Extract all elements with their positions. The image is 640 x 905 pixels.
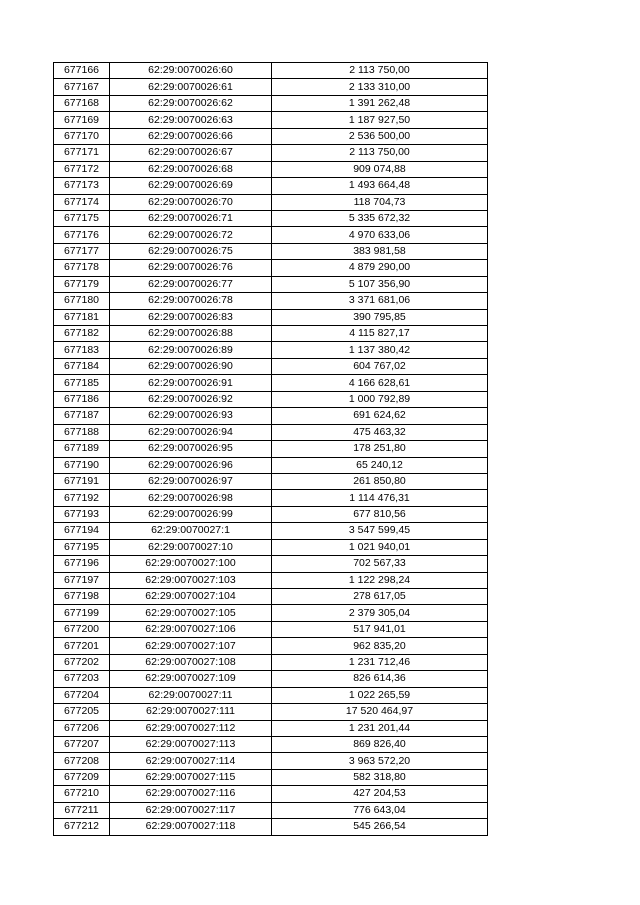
cadastral-value-cell: 1 231 201,44 <box>272 720 488 736</box>
cadastral-value-cell: 390 795,85 <box>272 309 488 325</box>
cadastral-number-cell: 62:29:0070027:100 <box>110 556 272 572</box>
cadastral-value-cell: 3 371 681,06 <box>272 293 488 309</box>
row-number-cell: 677180 <box>54 293 110 309</box>
cadastral-number-cell: 62:29:0070027:115 <box>110 769 272 785</box>
table-row <box>54 408 488 424</box>
cadastral-value-cell: 4 970 633,06 <box>272 227 488 243</box>
cadastral-value-cell: 383 981,58 <box>272 243 488 259</box>
row-number-cell: 677201 <box>54 638 110 654</box>
row-number-cell: 677173 <box>54 178 110 194</box>
cadastral-value-cell: 545 266,54 <box>272 819 488 835</box>
row-number-cell: 677186 <box>54 391 110 407</box>
cadastral-value-cell: 582 318,80 <box>272 769 488 785</box>
table-row <box>54 161 488 177</box>
cadastral-value-cell: 909 074,88 <box>272 161 488 177</box>
cadastral-value-cell: 1 114 476,31 <box>272 490 488 506</box>
cadastral-number-cell: 62:29:0070027:114 <box>110 753 272 769</box>
table-row <box>54 473 488 489</box>
table-row <box>54 342 488 358</box>
table-row <box>54 79 488 95</box>
row-number-cell: 677187 <box>54 408 110 424</box>
cadastral-number-cell: 62:29:0070027:117 <box>110 802 272 818</box>
cadastral-value-cell: 691 624,62 <box>272 408 488 424</box>
table-row <box>54 720 488 736</box>
table-row <box>54 309 488 325</box>
cadastral-number-cell: 62:29:0070026:63 <box>110 112 272 128</box>
cadastral-number-cell: 62:29:0070027:109 <box>110 671 272 687</box>
cadastral-value-cell: 1 187 927,50 <box>272 112 488 128</box>
row-number-cell: 677182 <box>54 326 110 342</box>
cadastral-number-cell: 62:29:0070026:94 <box>110 424 272 440</box>
row-number-cell: 677208 <box>54 753 110 769</box>
cadastral-number-cell: 62:29:0070027:116 <box>110 786 272 802</box>
row-number-cell: 677189 <box>54 441 110 457</box>
table-row <box>54 819 488 835</box>
cadastral-number-cell: 62:29:0070026:70 <box>110 194 272 210</box>
table-row <box>54 227 488 243</box>
table-row <box>54 769 488 785</box>
cadastral-value-cell: 17 520 464,97 <box>272 704 488 720</box>
row-number-cell: 677167 <box>54 79 110 95</box>
row-number-cell: 677191 <box>54 473 110 489</box>
cadastral-value-cell: 2 133 310,00 <box>272 79 488 95</box>
table-row <box>54 194 488 210</box>
cadastral-value-cell: 5 335 672,32 <box>272 210 488 226</box>
cadastral-number-cell: 62:29:0070026:66 <box>110 128 272 144</box>
row-number-cell: 677175 <box>54 210 110 226</box>
cadastral-number-cell: 62:29:0070027:106 <box>110 621 272 637</box>
cadastral-value-cell: 4 166 628,61 <box>272 375 488 391</box>
cadastral-number-cell: 62:29:0070027:10 <box>110 539 272 555</box>
row-number-cell: 677212 <box>54 819 110 835</box>
cadastral-number-cell: 62:29:0070026:76 <box>110 260 272 276</box>
table-row <box>54 753 488 769</box>
cadastral-value-cell: 427 204,53 <box>272 786 488 802</box>
row-number-cell: 677194 <box>54 523 110 539</box>
row-number-cell: 677204 <box>54 687 110 703</box>
cadastral-value-cell: 118 704,73 <box>272 194 488 210</box>
cadastral-value-cell: 1 231 712,46 <box>272 654 488 670</box>
table-row <box>54 786 488 802</box>
cadastral-value-cell: 1 022 265,59 <box>272 687 488 703</box>
cadastral-value-cell: 1 137 380,42 <box>272 342 488 358</box>
row-number-cell: 677196 <box>54 556 110 572</box>
table-body <box>54 63 488 836</box>
table-row <box>54 556 488 572</box>
cadastral-number-cell: 62:29:0070026:77 <box>110 276 272 292</box>
table-row <box>54 589 488 605</box>
table-row <box>54 638 488 654</box>
table-row <box>54 260 488 276</box>
row-number-cell: 677193 <box>54 506 110 522</box>
row-number-cell: 677190 <box>54 457 110 473</box>
cadastral-number-cell: 62:29:0070026:89 <box>110 342 272 358</box>
cadastral-number-cell: 62:29:0070027:11 <box>110 687 272 703</box>
table-row <box>54 375 488 391</box>
row-number-cell: 677169 <box>54 112 110 128</box>
row-number-cell: 677211 <box>54 802 110 818</box>
cadastral-number-cell: 62:29:0070026:75 <box>110 243 272 259</box>
table-row <box>54 178 488 194</box>
cadastral-number-cell: 62:29:0070026:97 <box>110 473 272 489</box>
table-row <box>54 621 488 637</box>
row-number-cell: 677199 <box>54 605 110 621</box>
row-number-cell: 677183 <box>54 342 110 358</box>
cadastral-value-cell: 1 021 940,01 <box>272 539 488 555</box>
cadastral-value-cell: 1 493 664,48 <box>272 178 488 194</box>
cadastral-number-cell: 62:29:0070027:108 <box>110 654 272 670</box>
table-row <box>54 704 488 720</box>
cadastral-value-cell: 604 767,02 <box>272 358 488 374</box>
cadastral-value-cell: 2 379 305,04 <box>272 605 488 621</box>
table-row <box>54 293 488 309</box>
cadastral-number-cell: 62:29:0070026:67 <box>110 145 272 161</box>
row-number-cell: 677179 <box>54 276 110 292</box>
table-row <box>54 112 488 128</box>
row-number-cell: 677178 <box>54 260 110 276</box>
row-number-cell: 677200 <box>54 621 110 637</box>
cadastral-number-cell: 62:29:0070026:60 <box>110 63 272 79</box>
cadastral-value-cell: 4 115 827,17 <box>272 326 488 342</box>
cadastral-value-cell: 65 240,12 <box>272 457 488 473</box>
row-number-cell: 677176 <box>54 227 110 243</box>
cadastral-number-cell: 62:29:0070026:95 <box>110 441 272 457</box>
cadastral-number-cell: 62:29:0070026:71 <box>110 210 272 226</box>
table-row <box>54 736 488 752</box>
row-number-cell: 677185 <box>54 375 110 391</box>
row-number-cell: 677170 <box>54 128 110 144</box>
row-number-cell: 677171 <box>54 145 110 161</box>
cadastral-value-cell: 869 826,40 <box>272 736 488 752</box>
cadastral-number-cell: 62:29:0070026:90 <box>110 358 272 374</box>
table-row <box>54 654 488 670</box>
cadastral-number-cell: 62:29:0070026:92 <box>110 391 272 407</box>
cadastral-number-cell: 62:29:0070026:99 <box>110 506 272 522</box>
cadastral-number-cell: 62:29:0070027:104 <box>110 589 272 605</box>
cadastral-value-table <box>53 62 488 836</box>
row-number-cell: 677166 <box>54 63 110 79</box>
table-row <box>54 326 488 342</box>
cadastral-value-cell: 1 000 792,89 <box>272 391 488 407</box>
table-row <box>54 63 488 79</box>
cadastral-value-cell: 677 810,56 <box>272 506 488 522</box>
cadastral-number-cell: 62:29:0070027:103 <box>110 572 272 588</box>
row-number-cell: 677206 <box>54 720 110 736</box>
table-row <box>54 145 488 161</box>
cadastral-number-cell: 62:29:0070026:83 <box>110 309 272 325</box>
table-row <box>54 687 488 703</box>
cadastral-number-cell: 62:29:0070026:93 <box>110 408 272 424</box>
table-row <box>54 506 488 522</box>
cadastral-number-cell: 62:29:0070026:62 <box>110 95 272 111</box>
cadastral-number-cell: 62:29:0070026:69 <box>110 178 272 194</box>
cadastral-value-cell: 2 536 500,00 <box>272 128 488 144</box>
row-number-cell: 677177 <box>54 243 110 259</box>
cadastral-value-cell: 2 113 750,00 <box>272 63 488 79</box>
table-row <box>54 95 488 111</box>
table-row <box>54 128 488 144</box>
cadastral-number-cell: 62:29:0070027:1 <box>110 523 272 539</box>
cadastral-value-cell: 702 567,33 <box>272 556 488 572</box>
cadastral-number-cell: 62:29:0070027:105 <box>110 605 272 621</box>
cadastral-value-cell: 776 643,04 <box>272 802 488 818</box>
row-number-cell: 677198 <box>54 589 110 605</box>
table-row <box>54 391 488 407</box>
row-number-cell: 677168 <box>54 95 110 111</box>
cadastral-value-cell: 1 122 298,24 <box>272 572 488 588</box>
table-row <box>54 523 488 539</box>
cadastral-value-cell: 3 547 599,45 <box>272 523 488 539</box>
table-row <box>54 605 488 621</box>
cadastral-value-cell: 2 113 750,00 <box>272 145 488 161</box>
cadastral-number-cell: 62:29:0070027:111 <box>110 704 272 720</box>
cadastral-number-cell: 62:29:0070027:113 <box>110 736 272 752</box>
row-number-cell: 677207 <box>54 736 110 752</box>
row-number-cell: 677192 <box>54 490 110 506</box>
table-row <box>54 457 488 473</box>
cadastral-value-cell: 261 850,80 <box>272 473 488 489</box>
row-number-cell: 677188 <box>54 424 110 440</box>
table-row <box>54 539 488 555</box>
table-row <box>54 572 488 588</box>
table-row <box>54 671 488 687</box>
cadastral-value-cell: 475 463,32 <box>272 424 488 440</box>
cadastral-number-cell: 62:29:0070026:96 <box>110 457 272 473</box>
cadastral-value-cell: 826 614,36 <box>272 671 488 687</box>
cadastral-value-cell: 4 879 290,00 <box>272 260 488 276</box>
table-row <box>54 802 488 818</box>
cadastral-value-cell: 1 391 262,48 <box>272 95 488 111</box>
row-number-cell: 677172 <box>54 161 110 177</box>
row-number-cell: 677209 <box>54 769 110 785</box>
row-number-cell: 677184 <box>54 358 110 374</box>
row-number-cell: 677210 <box>54 786 110 802</box>
cadastral-number-cell: 62:29:0070026:78 <box>110 293 272 309</box>
cadastral-number-cell: 62:29:0070026:72 <box>110 227 272 243</box>
cadastral-value-cell: 3 963 572,20 <box>272 753 488 769</box>
cadastral-number-cell: 62:29:0070027:112 <box>110 720 272 736</box>
table-row <box>54 490 488 506</box>
cadastral-number-cell: 62:29:0070026:61 <box>110 79 272 95</box>
cadastral-number-cell: 62:29:0070027:107 <box>110 638 272 654</box>
table-row <box>54 441 488 457</box>
row-number-cell: 677202 <box>54 654 110 670</box>
row-number-cell: 677181 <box>54 309 110 325</box>
cadastral-number-cell: 62:29:0070026:68 <box>110 161 272 177</box>
cadastral-value-cell: 5 107 356,90 <box>272 276 488 292</box>
row-number-cell: 677203 <box>54 671 110 687</box>
row-number-cell: 677205 <box>54 704 110 720</box>
cadastral-value-cell: 962 835,20 <box>272 638 488 654</box>
cadastral-number-cell: 62:29:0070026:91 <box>110 375 272 391</box>
table-row <box>54 243 488 259</box>
cadastral-value-cell: 517 941,01 <box>272 621 488 637</box>
table-row <box>54 358 488 374</box>
cadastral-number-cell: 62:29:0070026:98 <box>110 490 272 506</box>
row-number-cell: 677174 <box>54 194 110 210</box>
row-number-cell: 677195 <box>54 539 110 555</box>
table-row <box>54 276 488 292</box>
table-row <box>54 424 488 440</box>
cadastral-value-cell: 278 617,05 <box>272 589 488 605</box>
table-row <box>54 210 488 226</box>
row-number-cell: 677197 <box>54 572 110 588</box>
cadastral-value-cell: 178 251,80 <box>272 441 488 457</box>
cadastral-number-cell: 62:29:0070027:118 <box>110 819 272 835</box>
cadastral-number-cell: 62:29:0070026:88 <box>110 326 272 342</box>
